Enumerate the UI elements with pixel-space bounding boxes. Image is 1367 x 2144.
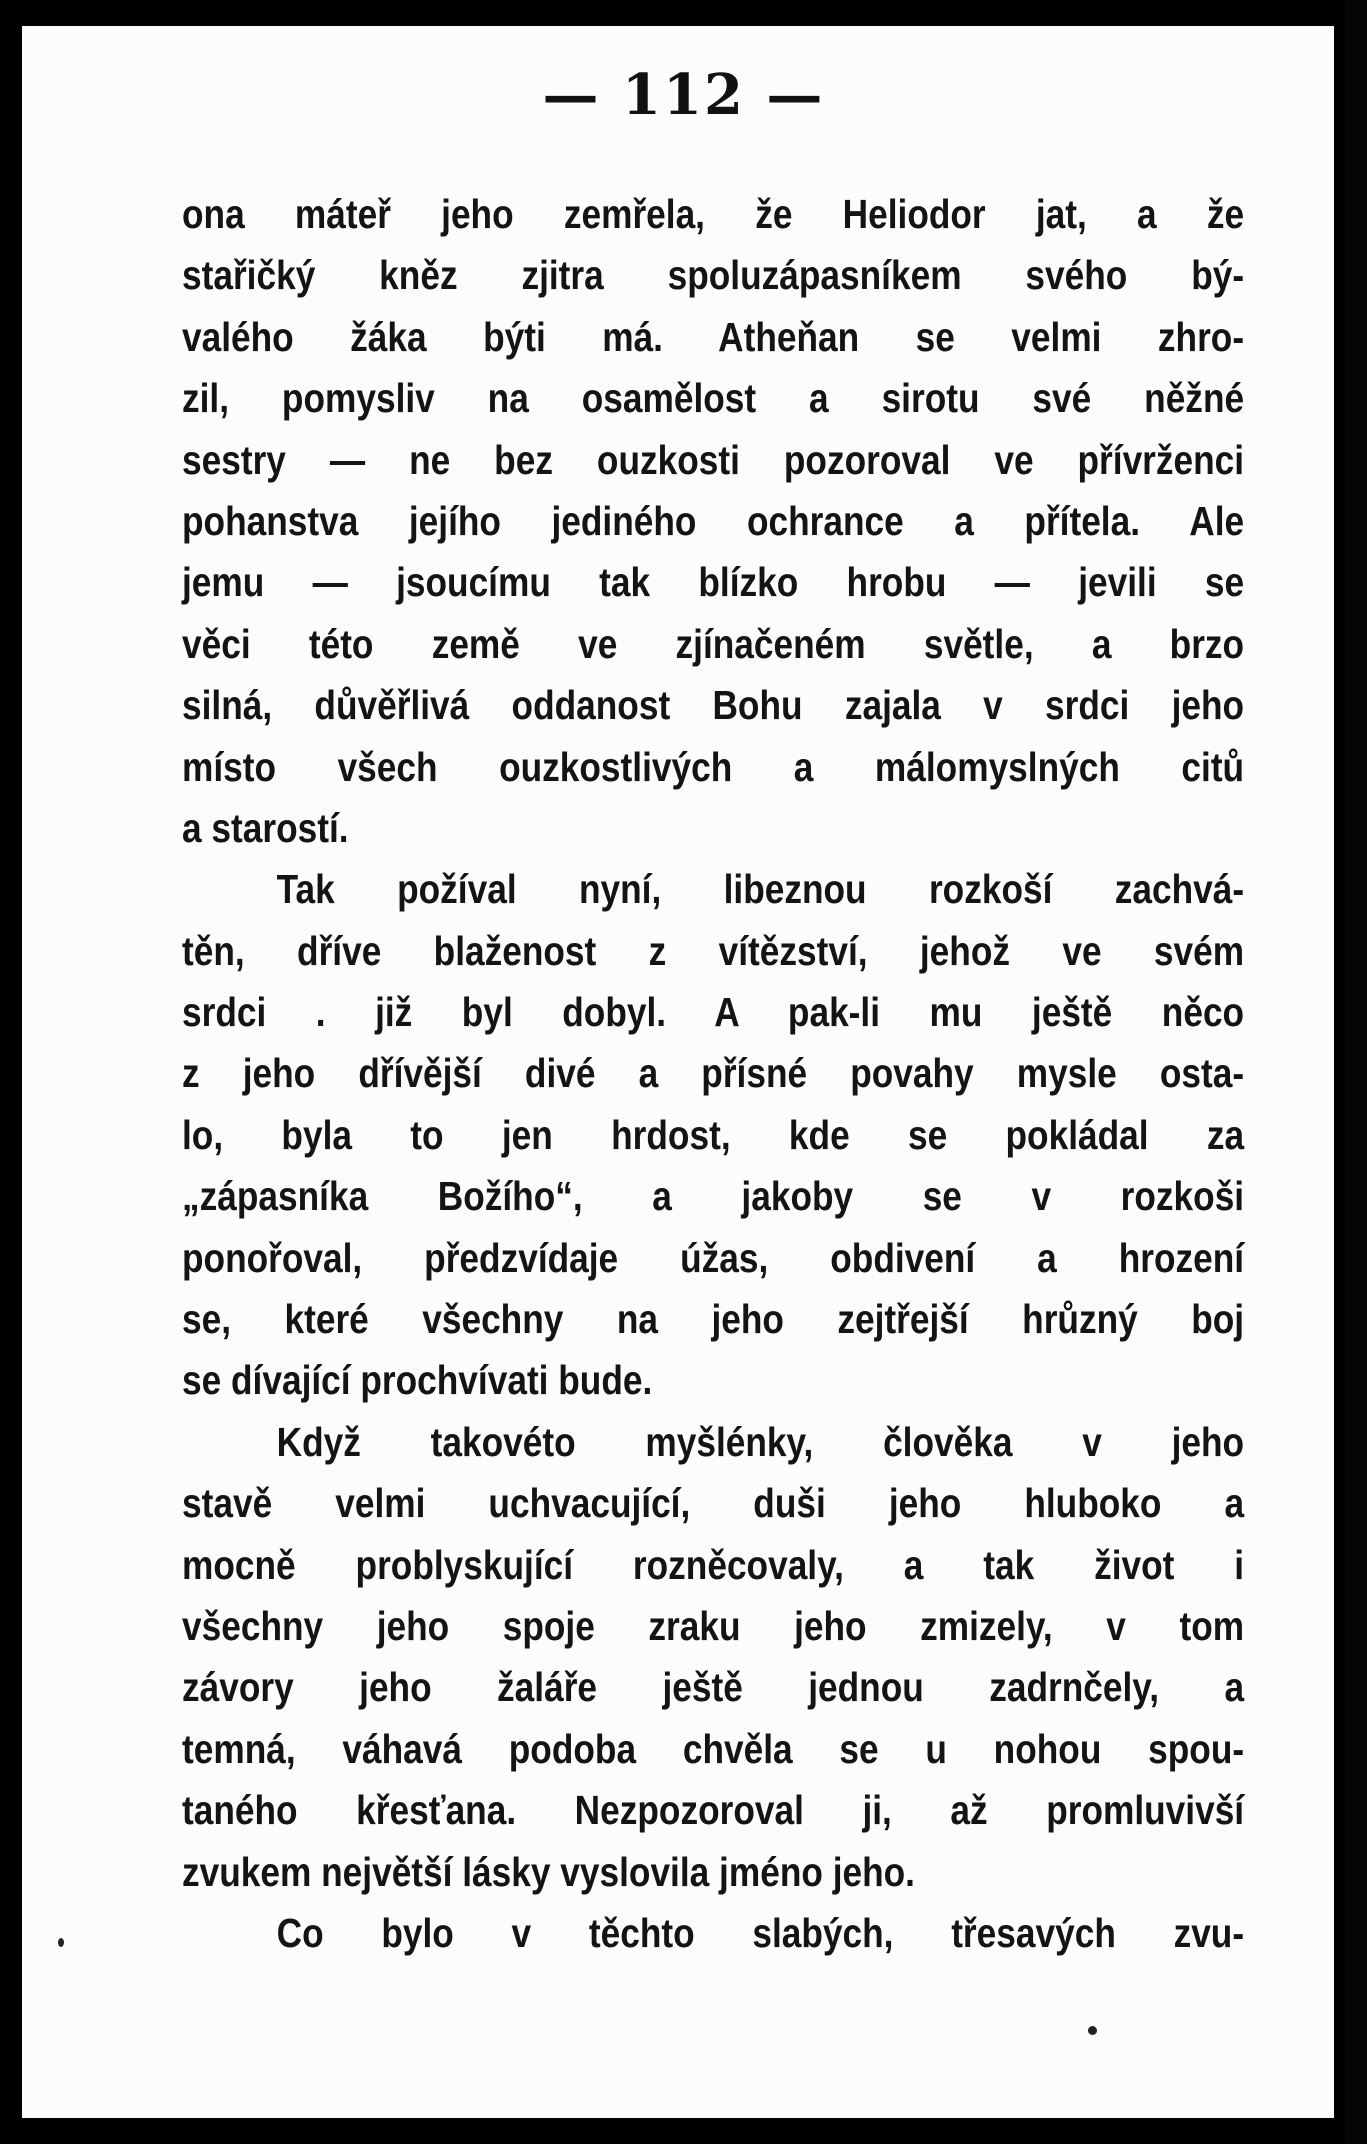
text-line: ona máteř jeho zemřela, že Heliodor jat, a že [182,191,1245,237]
body-text [182,184,1245,1964]
text-line: taného křesťana. Nezpozoroval ji, až promluvivší [182,1787,1245,1834]
ink-speck [58,1938,64,1947]
text-line: silná, důvěřlivá oddanost Bohu zajala v srdci jeho [182,682,1245,729]
text-line: mocně problyskující rozněcovaly, a tak život i [182,1541,1245,1588]
text-line: věci této země ve zjínačeném světle, a brzo [182,620,1245,667]
scan-edge [1345,0,1367,2144]
text-line: ponořoval, předzvídaje úžas, obdivení a hrození [182,1234,1245,1281]
text-line: pohanstva jejího jediného ochrance a přítela. Ale [182,497,1245,544]
text-line: temná, váhavá podoba chvěla se u nohou spou- [182,1725,1245,1772]
text-line: místo všech ouzkostlivých a málomyslných citů [182,743,1245,790]
text-line: Když takovéto myšlénky, člověka v jeho [276,1418,1245,1465]
text-line: Co bylo v těchto slabých, třesavých zvu- [276,1909,1245,1956]
text-line: z jeho dřívější divé a přísné povahy mysle osta- [182,1050,1245,1097]
text-line: těn, dříve blaženost z vítězství, jehož ve svém [182,927,1245,974]
text-line: zil, pomysliv na osamělost a sirotu své něžné [182,375,1245,422]
page-number: — 112 — [542,62,825,128]
text-line: „zápasníka Božího“, a jakoby se v rozkoši [182,1173,1245,1220]
text-line: a starostí. [182,804,349,851]
ink-speck [1088,2026,1097,2035]
text-line: zvukem největší lásky vyslovila jméno jeho. [182,1848,915,1895]
text-line: závory jeho žaláře ještě jednou zadrnčely, a [182,1664,1245,1711]
text-line: srdci . již byl dobyl. A pak-li mu ještě něco [182,989,1245,1036]
text-line: stařičký kněz zjitra spoluzápasníkem svého bý- [182,252,1245,299]
text-line: lo, byla to jen hrdost, kde se pokládal za [182,1111,1245,1158]
text-line: jemu — jsoucímu tak blízko hrobu — jevili se [182,559,1245,606]
text-line: Tak požíval nyní, libeznou rozkoší zachvá- [276,866,1245,913]
text-line: sestry — ne bez ouzkosti pozoroval ve přívrženci [182,436,1245,483]
text-line: všechny jeho spoje zraku jeho zmizely, v tom [182,1602,1245,1649]
text-line: se, které všechny na jeho zejtřejší hrůzný boj [182,1296,1245,1343]
text-line: se dívající prochvívati bude. [182,1357,653,1404]
text-line: stavě velmi uchvacující, duši jeho hluboko a [182,1480,1245,1527]
text-line: valého žáka býti má. Atheňan se velmi zhro- [182,313,1245,360]
